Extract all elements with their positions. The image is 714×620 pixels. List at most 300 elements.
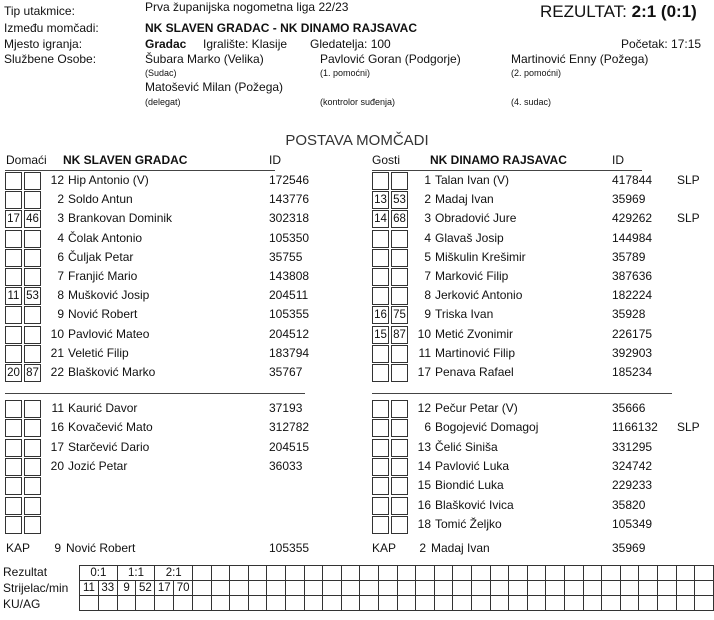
player-id: 324742 [612,458,653,473]
player-number: 10 [417,326,431,341]
player-name: Penava Rafael [435,365,514,379]
result-cell[interactable] [304,566,323,581]
minute-box[interactable] [372,477,389,495]
player-id: 204511 [269,288,309,303]
match-title: NK SLAVEN GRADAC - NK DINAMO RAJSAVAC [145,21,418,35]
player-name: Jozić Petar [68,458,128,473]
minute-box[interactable] [24,249,41,267]
teams-label: Između momčadi: [4,21,99,35]
minute-box[interactable] [24,477,41,495]
minute-box[interactable] [5,191,22,209]
minute-box[interactable] [391,400,408,418]
official-delegate: Matošević Milan (Požega) [145,80,284,94]
minute-box[interactable] [24,439,41,457]
away-captain-id: 35969 [612,541,646,555]
minute-box[interactable]: 15 [372,326,389,344]
minute-box[interactable] [391,172,408,190]
minute-box[interactable] [24,497,41,515]
result-value: 2:1 (0:1) [631,2,697,21]
minute-box[interactable] [372,400,389,418]
kuag-cell[interactable] [527,596,546,611]
official-assistant-1: Pavlović Goran (Podgorje) [320,52,461,66]
result-cell[interactable] [639,566,658,581]
official-controller-role: (kontrolor suđenja) [320,97,396,107]
minute-box[interactable] [24,419,41,437]
kuag-cell[interactable] [490,596,509,611]
scorer-number-cell[interactable]: 17 [155,581,174,596]
player-number: 13 [417,439,431,454]
result-cell[interactable] [620,566,639,581]
player-id: 35969 [612,192,646,207]
minute-box[interactable] [372,345,389,363]
player-number: 15 [417,478,431,493]
minute-box[interactable] [24,306,41,324]
result-label: REZULTAT: [540,2,627,21]
official-assistant-1-role: (1. pomoćni) [320,68,371,78]
player-number: 7 [424,269,431,283]
player-name: Glavaš Josip [435,230,504,245]
footer-result-label: Rezultat [3,565,48,579]
player-id: 1166132 [612,420,658,435]
home-captain-number: 9 [54,541,61,555]
official-assistant-2-role: (2. pomoćni) [511,68,562,78]
player-number: 4 [57,230,64,245]
result-cell[interactable] [509,566,528,581]
kuag-cell[interactable] [472,596,491,611]
scorer-cell[interactable] [620,581,639,596]
player-id: 182224 [612,288,653,303]
player-name: Biondić Luka [435,478,504,493]
minute-box[interactable] [24,516,41,534]
minute-box[interactable]: 87 [24,364,41,382]
player-name: Pavlović Luka [435,458,510,473]
kuag-cell[interactable] [98,596,117,611]
kuag-cell[interactable] [546,596,565,611]
player-id: 35928 [612,307,646,322]
scorer-cell[interactable] [248,581,267,596]
kuag-cell[interactable] [602,596,621,611]
player-id: 37193 [269,401,303,415]
minute-box[interactable]: 14 [372,210,389,228]
player-number: 12 [50,173,64,187]
scorer-minute-cell[interactable]: 52 [136,581,155,596]
kuag-cell[interactable] [434,596,453,611]
player-id: 229233 [612,478,653,493]
kuag-cell[interactable] [416,596,435,611]
result-cell[interactable]: 2:1 [155,566,193,581]
minute-box[interactable] [372,268,389,286]
player-number: 18 [417,516,431,531]
player-name: Kaurić Davor [68,401,138,415]
minute-box[interactable] [24,458,41,476]
scorer-cell[interactable] [323,581,342,596]
result-cell[interactable] [211,566,230,581]
kuag-cell[interactable] [230,596,249,611]
player-number: 9 [424,307,431,322]
kuag-cell[interactable] [323,596,342,611]
scorer-cell[interactable] [564,581,583,596]
minute-box[interactable] [372,458,389,476]
result-cell[interactable] [379,566,398,581]
official-delegate-role: (delegat) [145,97,181,107]
lineup-title: POSTAVA MOMČADI [285,132,429,149]
minute-box[interactable]: 68 [391,210,408,228]
minute-box[interactable]: 13 [372,191,389,209]
result-cell[interactable] [490,566,509,581]
scorer-cell[interactable] [509,581,528,596]
scorer-cell[interactable] [267,581,286,596]
minute-box[interactable] [24,400,41,418]
player-number: 16 [50,420,64,435]
away-captain-label: KAP [372,541,397,555]
scorer-cell[interactable] [527,581,546,596]
kuag-cell[interactable] [379,596,398,611]
result-cell[interactable] [676,566,695,581]
kuag-cell[interactable] [341,596,360,611]
player-id: 331295 [612,439,653,454]
scorer-cell[interactable] [639,581,658,596]
official-assistant-2: Martinović Enny (Požega) [511,52,649,66]
player-id: 172546 [269,173,310,187]
player-name: Čolak Antonio [68,230,143,245]
player-status-tag: SLP [677,211,700,226]
minute-box[interactable] [391,287,408,305]
result-cell[interactable] [472,566,491,581]
result-cell[interactable] [360,566,379,581]
minute-box[interactable] [391,345,408,363]
minute-box[interactable] [5,439,22,457]
minute-box[interactable] [391,249,408,267]
player-name: Jerković Antonio [435,288,523,303]
player-id: 105355 [269,307,310,322]
player-id: 143808 [269,269,310,283]
scorer-cell[interactable] [360,581,379,596]
kuag-cell[interactable] [583,596,602,611]
result-cell[interactable] [397,566,416,581]
scorer-cell[interactable] [416,581,435,596]
away-id-header: ID [612,153,624,167]
kuag-cell[interactable] [155,596,174,611]
player-status-tag: SLP [677,173,700,187]
minute-box[interactable] [372,364,389,382]
player-name: Marković Filip [435,269,509,283]
minute-box[interactable] [391,458,408,476]
scorer-number-cell[interactable]: 9 [117,581,136,596]
scorer-cell[interactable] [397,581,416,596]
result-cell[interactable] [527,566,546,581]
minute-box[interactable] [5,230,22,248]
minute-box[interactable]: 20 [5,364,22,382]
scorer-cell[interactable] [193,581,212,596]
player-number: 16 [417,497,431,512]
tip-label: Tip utakmice: [4,4,75,18]
result-cell[interactable] [286,566,305,581]
scorer-number-cell[interactable]: 11 [80,581,99,596]
player-name: Nović Robert [68,307,138,322]
minute-box[interactable] [372,439,389,457]
player-name: Veletić Filip [68,345,129,360]
player-name: Bogojević Domagoj [435,420,539,435]
minute-box[interactable]: 75 [391,306,408,324]
player-number: 3 [57,211,64,226]
player-number: 17 [50,439,64,454]
minute-box[interactable]: 17 [5,210,22,228]
result-cell[interactable] [267,566,286,581]
player-id: 105349 [612,516,653,531]
minute-box[interactable] [5,497,22,515]
kuag-cell[interactable] [80,596,99,611]
kuag-cell[interactable] [117,596,136,611]
player-name: Pavlović Mateo [68,326,150,341]
minute-box[interactable]: 16 [372,306,389,324]
scorer-cell[interactable] [657,581,676,596]
scorer-cell[interactable] [695,581,714,596]
officials-label: Službene Osobe: [4,52,97,66]
spectators: Gledatelja: 100 [310,37,391,51]
player-id: 143776 [269,192,310,207]
minute-box[interactable] [5,477,22,495]
player-id: 312782 [269,420,310,435]
scorer-cell[interactable] [341,581,360,596]
player-name: Starčević Dario [68,439,150,454]
home-captain-id: 105355 [269,541,310,555]
kuag-cell[interactable] [360,596,379,611]
player-id: 36033 [269,458,303,473]
player-id: 144984 [612,230,653,245]
minute-box[interactable] [5,268,22,286]
player-id: 35666 [612,401,646,415]
scorer-minute-cell[interactable]: 70 [174,581,193,596]
minute-box[interactable] [372,172,389,190]
player-id: 105350 [269,230,310,245]
player-name: Pečur Petar (V) [435,401,518,415]
kuag-cell[interactable] [193,596,212,611]
player-name: Čelić Siniša [435,439,498,454]
kuag-cell[interactable] [174,596,193,611]
minute-box[interactable] [5,516,22,534]
player-number: 22 [50,365,64,379]
player-name: Tomić Željko [435,516,502,531]
kuag-cell[interactable] [564,596,583,611]
kuag-cell[interactable] [620,596,639,611]
scorer-cell[interactable] [434,581,453,596]
player-number: 10 [50,326,64,341]
scorer-cell[interactable] [602,581,621,596]
minute-box[interactable] [391,477,408,495]
minute-box[interactable]: 53 [24,287,41,305]
scorer-minute-cell[interactable]: 33 [98,581,117,596]
scorer-cell[interactable] [304,581,323,596]
result-cell[interactable] [695,566,714,581]
scorer-cell[interactable] [379,581,398,596]
scorer-cell[interactable] [472,581,491,596]
kuag-cell[interactable] [304,596,323,611]
kuag-cell[interactable] [695,596,714,611]
result-cell[interactable] [323,566,342,581]
minute-box[interactable] [24,230,41,248]
official-referee: Šubara Marko (Velika) [145,52,264,66]
result-cell[interactable] [193,566,212,581]
home-captain-name: Nović Robert [66,541,136,555]
minute-box[interactable] [24,326,41,344]
result-cell[interactable] [248,566,267,581]
kuag-cell[interactable] [267,596,286,611]
player-number: 14 [417,458,431,473]
venue-label: Mjesto igranja: [4,37,83,51]
minute-box[interactable] [372,249,389,267]
player-number: 3 [424,211,431,226]
player-number: 2 [424,192,431,207]
result-cell[interactable] [434,566,453,581]
scorer-cell[interactable] [230,581,249,596]
scorer-cell[interactable] [546,581,565,596]
player-id: 185234 [612,365,653,379]
player-name: Hip Antonio (V) [68,173,149,187]
player-id: 387636 [612,269,653,283]
kuag-cell[interactable] [136,596,155,611]
pitch-name: Igralište: Klasije [203,37,288,51]
minute-box[interactable] [372,287,389,305]
minute-box[interactable] [372,419,389,437]
player-id: 204512 [269,326,310,341]
result-cell[interactable] [583,566,602,581]
player-name: Martinović Filip [435,345,516,360]
kuag-cell[interactable] [639,596,658,611]
minute-box[interactable] [391,439,408,457]
result-cell[interactable] [416,566,435,581]
scorer-cell[interactable] [286,581,305,596]
result-cell[interactable]: 0:1 [80,566,118,581]
minute-box[interactable]: 46 [24,210,41,228]
kickoff-time: Početak: 17:15 [621,37,702,51]
kuag-cell[interactable] [286,596,305,611]
minute-box[interactable]: 53 [391,191,408,209]
player-name: Čuljak Petar [68,249,134,264]
result-cell[interactable] [602,566,621,581]
scorer-cell[interactable] [490,581,509,596]
player-number: 6 [424,420,431,435]
kuag-cell[interactable] [397,596,416,611]
minute-box[interactable] [5,345,22,363]
minute-box[interactable] [5,172,22,190]
kuag-cell[interactable] [509,596,528,611]
kuag-cell[interactable] [657,596,676,611]
player-name: Miškulin Krešimir [435,249,526,264]
footer-scorer-label: Strijelac/min [3,581,69,595]
result-cell[interactable] [341,566,360,581]
competition-name: Prva županijska nogometna liga 22/23 [145,0,349,14]
official-fourth-role: (4. sudac) [511,97,552,107]
player-number: 12 [417,401,431,415]
kuag-cell[interactable] [211,596,230,611]
player-name: Madaj Ivan [435,192,494,207]
minute-box[interactable]: 87 [391,326,408,344]
player-id: 35820 [612,497,646,512]
player-id: 183794 [269,345,310,360]
minute-box[interactable] [391,364,408,382]
grid-row [80,581,714,596]
away-team-name: NK DINAMO RAJSAVAC [430,153,567,167]
player-name: Blašković Marko [68,365,156,379]
player-name: Talan Ivan (V) [435,173,510,187]
result-cell[interactable] [657,566,676,581]
home-team-name: NK SLAVEN GRADAC [63,153,188,167]
scorer-cell[interactable] [211,581,230,596]
scorer-cell[interactable] [583,581,602,596]
minute-box[interactable] [391,268,408,286]
player-number: 5 [424,249,431,264]
result-cell[interactable] [564,566,583,581]
away-side-label: Gosti [372,153,401,167]
home-side-label: Domaći [6,153,47,167]
kuag-cell[interactable] [676,596,695,611]
minute-box[interactable] [391,419,408,437]
minute-box[interactable] [5,400,22,418]
player-number: 8 [57,288,64,303]
minute-box[interactable] [5,458,22,476]
player-number: 4 [424,230,431,245]
minute-box[interactable] [5,419,22,437]
player-number: 7 [57,269,64,283]
minute-box[interactable]: 11 [5,287,22,305]
minute-box[interactable] [24,172,41,190]
away-captain-name: Madaj Ivan [431,541,490,555]
result-cell[interactable] [230,566,249,581]
home-captain-label: KAP [6,541,31,555]
result-cell[interactable] [546,566,565,581]
minute-box[interactable] [391,497,408,515]
minute-box[interactable] [391,516,408,534]
player-id: 302318 [269,211,310,226]
player-number: 11 [418,345,431,360]
player-number: 6 [57,249,64,264]
kuag-cell[interactable] [248,596,267,611]
player-status-tag: SLP [677,420,700,435]
player-name: Kovačević Mato [68,420,153,435]
minute-box[interactable] [391,230,408,248]
player-id: 417844 [612,173,653,187]
minute-box[interactable] [5,306,22,324]
player-number: 9 [57,307,64,322]
result-cell[interactable]: 1:1 [117,566,155,581]
minute-box[interactable] [372,516,389,534]
minute-box[interactable] [24,268,41,286]
scorer-cell[interactable] [676,581,695,596]
minute-box[interactable] [24,191,41,209]
player-name: Blašković Ivica [435,497,514,512]
player-number: 17 [417,365,431,379]
scorer-cell[interactable] [453,581,472,596]
official-referee-role: (Sudac) [145,68,177,78]
minute-box[interactable] [372,497,389,515]
minute-box[interactable] [372,230,389,248]
home-id-header: ID [269,153,281,167]
player-name: Franjić Mario [68,269,138,283]
result-cell[interactable] [453,566,472,581]
footer-kuag-label: KU/AG [3,597,41,611]
player-name: Obradović Jure [435,211,517,226]
player-id: 35767 [269,365,303,379]
player-id: 226175 [612,326,653,341]
home-subs-divider [5,393,305,394]
away-captain-number: 2 [419,541,426,555]
player-id: 392903 [612,345,653,360]
minute-box[interactable] [5,326,22,344]
kuag-cell[interactable] [453,596,472,611]
minute-box[interactable] [24,345,41,363]
player-number: 20 [50,458,64,473]
minute-box[interactable] [5,249,22,267]
